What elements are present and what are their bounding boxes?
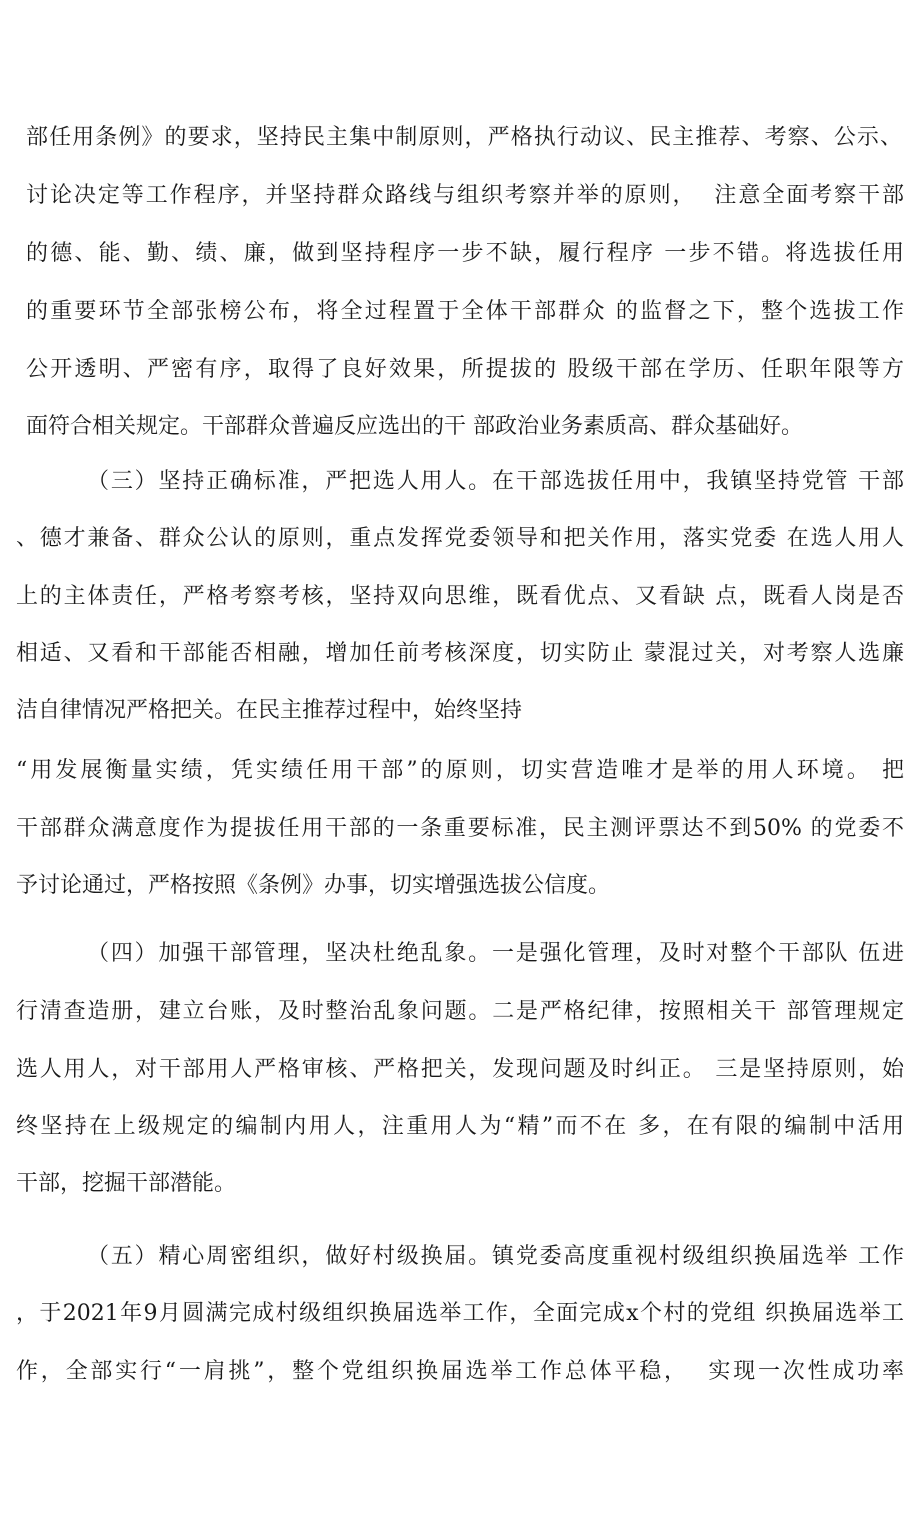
text-line: 相适、又看和干部能否相融，增加任前考核深度，切实防止 蒙混过关，对考察人选廉 bbox=[16, 641, 904, 666]
text-line: 部任用条例》的要求，坚持民主集中制原则，严格执行动议、民主推荐、考察、公示、 bbox=[26, 125, 902, 150]
text-line: ，于2021年9月圆满完成村级组织换届选举工作，全面完成x个村的党组 织换届选举工 bbox=[16, 1301, 904, 1326]
text-line: （五）精心周密组织，做好村级换届。镇党委高度重视村级组织换届选举 工作 bbox=[87, 1244, 904, 1269]
text-line: 选人用人，对干部用人严格审核、严格把关，发现问题及时纠正。 三是坚持原则，始 bbox=[16, 1057, 904, 1082]
text-line: 的德、能、勤、绩、廉，做到坚持程序一步不缺，履行程序 一步不错。将选拔任用 bbox=[26, 241, 904, 266]
text-line: （三）坚持正确标准，严把选人用人。在干部选拔任用中，我镇坚持党管 干部 bbox=[87, 469, 904, 494]
text-line: （四）加强干部管理，坚决杜绝乱象。一是强化管理，及时对整个干部队 伍进 bbox=[87, 941, 904, 966]
text-line: 洁自律情况严格把关。在民主推荐过程中，始终坚持 bbox=[16, 698, 523, 723]
text-line: 终坚持在上级规定的编制内用人，注重用人为“精”而不在 多，在有限的编制中活用 bbox=[16, 1114, 904, 1139]
text-line: 作，全部实行“一肩挑”，整个党组织换届选举工作总体平稳， 实现一次性成功率 bbox=[16, 1359, 904, 1384]
text-line: 讨论决定等工作程序，并坚持群众路线与组织考察并举的原则， 注意全面考察干部 bbox=[26, 183, 904, 208]
text-line: 予讨论通过，严格按照《条例》办事，切实增强选拔公信度。 bbox=[16, 873, 611, 898]
text-line: 、德才兼备、群众公认的原则，重点发挥党委领导和把关作用，落实党委 在选人用人 bbox=[16, 526, 904, 551]
text-line: 的重要环节全部张榜公布，将全过程置于全体干部群众 的监督之下，整个选拔工作 bbox=[26, 299, 904, 324]
text-line: 干部群众满意度作为提拔任用干部的一条重要标准，民主测评票达不到50% 的党委不 bbox=[16, 816, 904, 841]
text-line: “用发展衡量实绩，凭实绩任用干部”的原则，切实营造唯才是举的用人环境。 把 bbox=[16, 758, 904, 783]
text-line: 行清查造册，建立台账，及时整治乱象问题。二是严格纪律，按照相关干 部管理规定 bbox=[16, 999, 904, 1024]
text-line: 公开透明、严密有序，取得了良好效果，所提拔的 股级干部在学历、任职年限等方 bbox=[26, 357, 904, 382]
text-line: 上的主体责任，严格考察考核，坚持双向思维，既看优点、又看缺 点，既看人岗是否 bbox=[16, 584, 904, 609]
text-line: 干部，挖掘干部潜能。 bbox=[16, 1171, 237, 1196]
text-line: 面符合相关规定。干部群众普遍反应选出的干 部政治业务素质高、群众基础好。 bbox=[26, 414, 803, 439]
